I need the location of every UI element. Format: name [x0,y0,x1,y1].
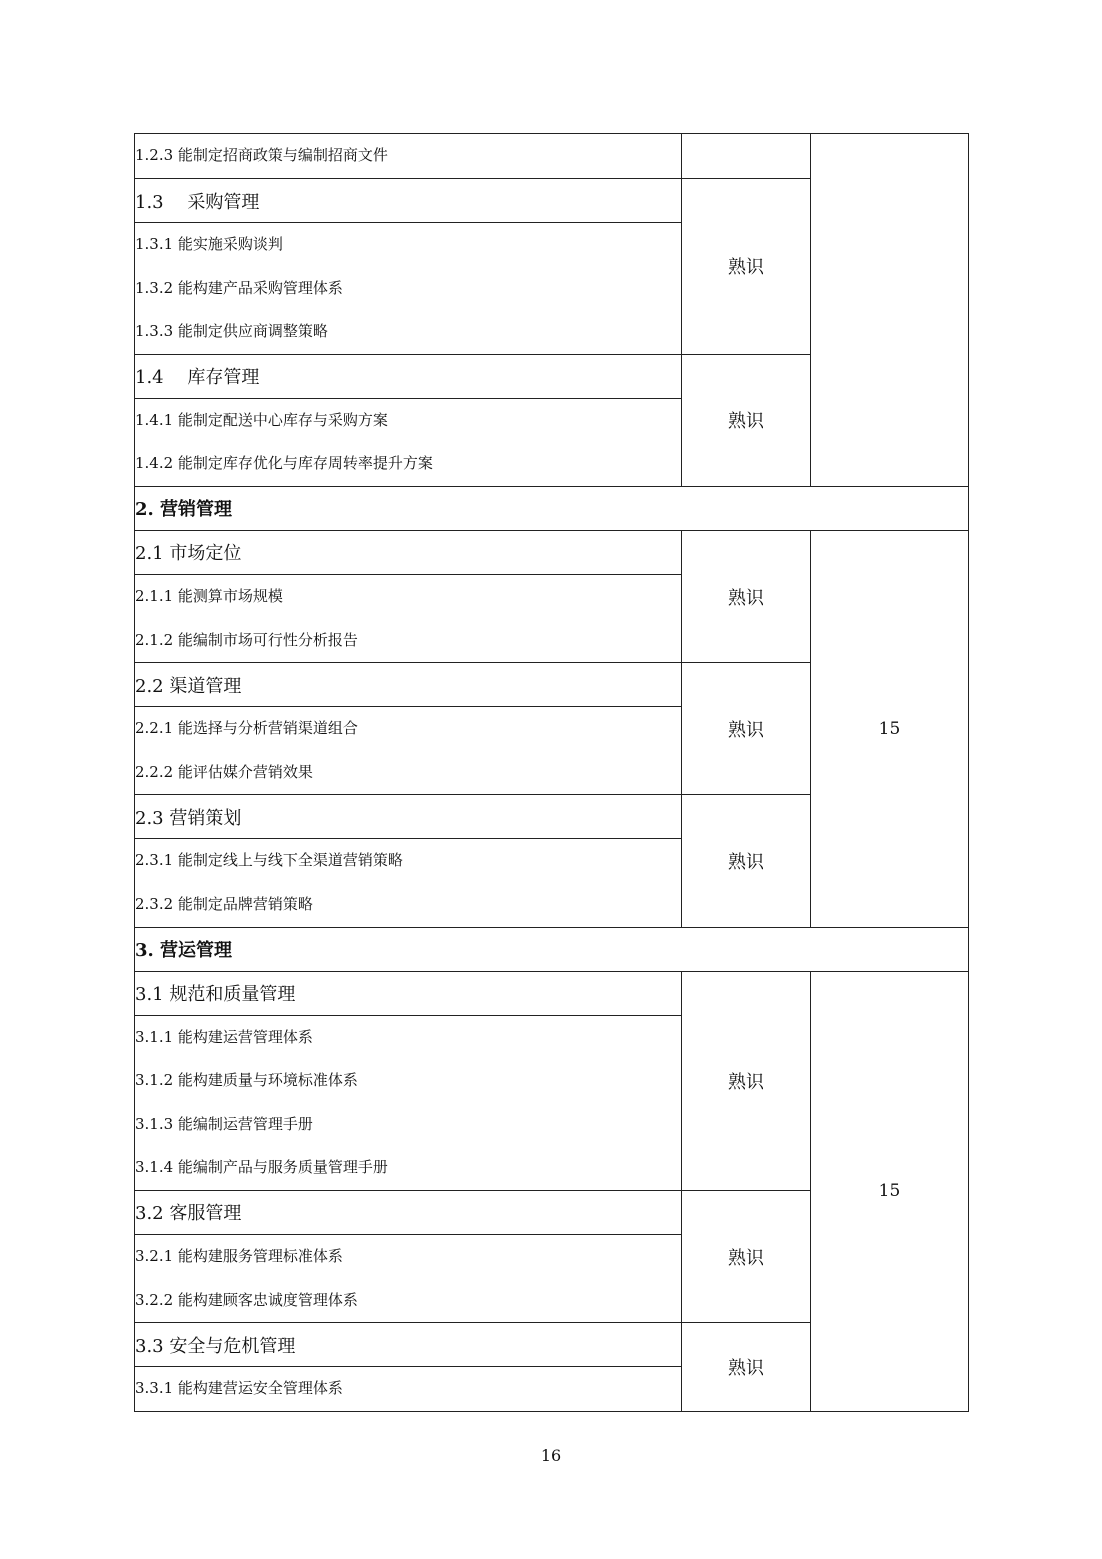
empty-level-cell [682,134,811,179]
items-3-1 [135,1015,682,1190]
subsection-2-1: 2.1 市场定位 [135,530,682,574]
item-3-2-2: 3.2.2 能构建顾客忠诚度管理体系 [135,1290,358,1309]
level-2-2: 熟识 [682,663,811,795]
level-1-4: 熟识 [682,354,811,486]
level-3-3: 熟识 [682,1323,811,1412]
section-2-heading: 2. 营销管理 [135,486,969,530]
items-2-1 [135,574,682,662]
item-3-1-2: 3.1.2 能构建质量与环境标准体系 [135,1071,358,1090]
hours-section-2: 15 [811,530,969,927]
section-3-heading: 3. 营运管理 [135,927,969,971]
level-2-3: 熟识 [682,795,811,927]
item-3-2-1: 3.2.1 能构建服务管理标准体系 [135,1246,343,1265]
item-1-4-1: 1.4.1 能制定配送中心库存与采购方案 [135,410,388,429]
item-1-3-1: 1.3.1 能实施采购谈判 [135,235,283,253]
item-2-1-2: 2.1.2 能编制市场可行性分析报告 [135,630,358,649]
item-1-3-2: 1.3.2 能构建产品采购管理体系 [135,278,343,297]
item-3-1-1: 3.1.1 能构建运营管理体系 [135,1027,313,1046]
items-2-3 [135,839,682,927]
level-3-1: 熟识 [682,971,811,1190]
item-1-2-3: 1.2.3 能制定招商政策与编制招商文件 [135,134,682,179]
item-3-1-3: 3.1.3 能编制运营管理手册 [135,1114,313,1133]
item-3-1-4: 3.1.4 能编制产品与服务质量管理手册 [135,1158,388,1177]
item-1-3-3: 1.3.3 能制定供应商调整策略 [135,322,328,341]
items-3-3 [135,1367,682,1412]
subsection-3-1: 3.1 规范和质量管理 [135,971,682,1015]
items-3-2 [135,1234,682,1322]
subsection-2-3: 2.3 营销策划 [135,795,682,839]
subsection-2-2: 2.2 渠道管理 [135,663,682,707]
item-2-1-1: 2.1.1 能测算市场规模 [135,586,283,605]
hours-section-3: 15 [811,971,969,1411]
item-2-3-1: 2.3.1 能制定线上与线下全渠道营销策略 [135,851,403,870]
hours-cell-section-1 [811,134,969,487]
subsection-3-3: 3.3 安全与危机管理 [135,1323,682,1367]
subsection-1-4: 1.4 库存管理 [135,354,682,398]
items-2-2 [135,707,682,795]
item-2-2-2: 2.2.2 能评估媒介营销效果 [135,762,313,781]
item-2-3-2: 2.3.2 能制定品牌营销策略 [135,894,313,913]
training-content-table [134,133,969,1412]
subsection-1-3: 1.3 采购管理 [135,179,682,223]
item-2-2-1: 2.2.1 能选择与分析营销渠道组合 [135,719,358,738]
item-3-3-1: 3.3.1 能构建营运安全管理体系 [135,1379,343,1398]
level-2-1: 熟识 [682,530,811,662]
item-1-4-2: 1.4.2 能制定库存优化与库存周转率提升方案 [135,454,433,473]
subsection-3-2: 3.2 客服管理 [135,1190,682,1234]
items-1-4 [135,398,682,486]
page-number: 16 [540,1446,562,1465]
level-3-2: 熟识 [682,1190,811,1322]
level-1-3: 熟识 [682,179,811,355]
items-1-3 [135,223,682,355]
